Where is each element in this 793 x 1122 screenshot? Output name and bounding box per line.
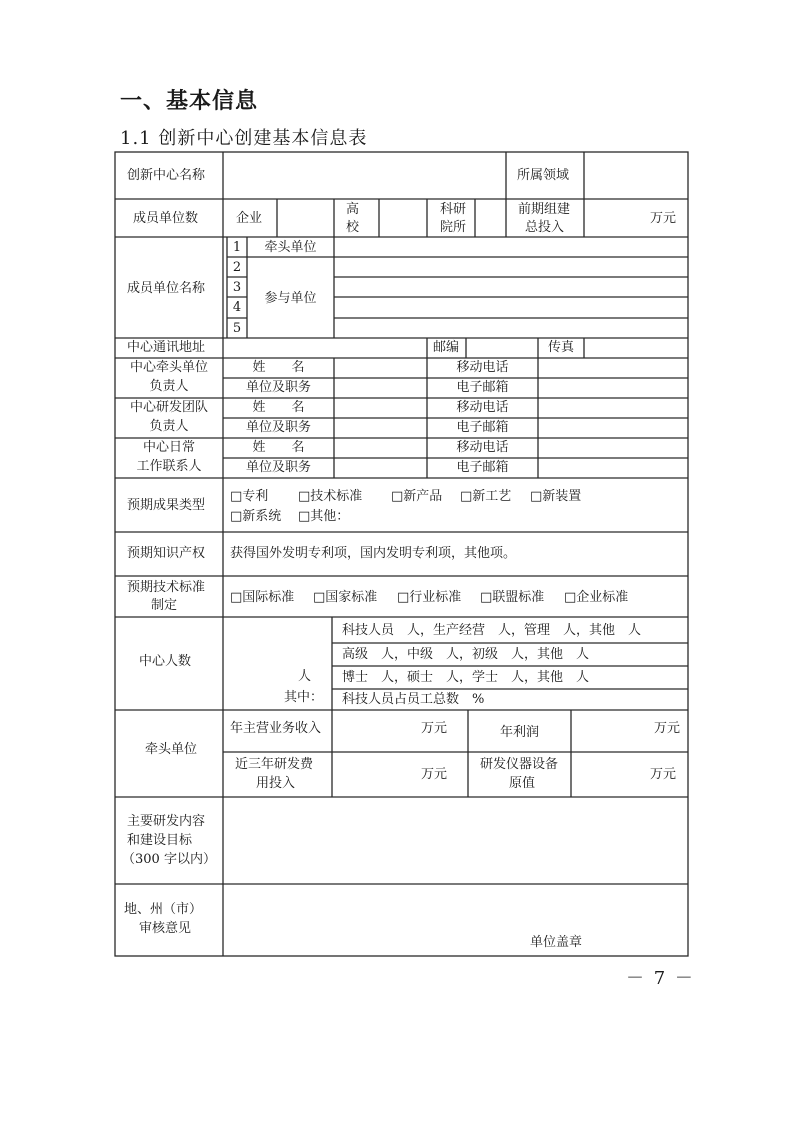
option-tech-standard[interactable]: □技术标准 — [298, 489, 363, 504]
option-new-product[interactable]: □新产品 — [391, 489, 443, 504]
staff-line-4: 科技人员占员工总数 % — [342, 692, 485, 707]
contact-2-name: 姓 名 — [252, 400, 305, 415]
address-label: 中心通讯地址 — [127, 340, 206, 355]
member-number-4: 4 — [232, 300, 242, 315]
table-title: 1.1 创新中心创建基本信息表 — [120, 128, 368, 149]
contact-1-name: 姓 名 — [252, 360, 305, 375]
enterprise-label: 企业 — [236, 211, 263, 226]
option-other[interactable]: □其他： — [298, 509, 350, 524]
equipment-label-2: 原值 — [509, 776, 536, 791]
participant-unit-label: 参与单位 — [264, 291, 317, 306]
contact-2-label-2: 负责人 — [149, 419, 189, 434]
revenue-unit: 万元 — [421, 721, 448, 736]
review-label-1: 地、州（市） — [124, 902, 203, 917]
outcome-label: 预期成果类型 — [127, 498, 206, 513]
option-intl-standard[interactable]: □国际标准 — [230, 590, 295, 605]
institute-label-1: 科研 — [440, 202, 467, 217]
profit-label: 年利润 — [500, 725, 540, 740]
contact-3-label-2: 工作联系人 — [136, 459, 202, 474]
standards-label-2: 制定 — [151, 598, 178, 613]
contact-3-email: 电子邮箱 — [456, 460, 509, 475]
option-new-system[interactable]: □新系统 — [230, 509, 282, 524]
contact-3-label-1: 中心日常 — [142, 440, 195, 455]
member-count-label: 成员单位数 — [133, 211, 199, 226]
member-number-3: 3 — [232, 280, 242, 295]
staff-line-2: 高级 人，中级 人，初级 人，其他 人 — [342, 647, 590, 662]
ip-label: 预期知识产权 — [127, 546, 206, 561]
revenue-label: 年主营业务收入 — [230, 721, 322, 736]
member-number-1: 1 — [232, 240, 242, 255]
staff-label: 中心人数 — [139, 654, 192, 669]
staff-among: 其中： — [284, 690, 324, 705]
lead-unit-label: 牵头单位 — [264, 240, 317, 255]
member-names-label: 成员单位名称 — [127, 281, 206, 296]
postcode-label: 邮编 — [433, 340, 460, 355]
ip-text: 获得国外发明专利项，国内发明专利项，其他项。 — [230, 546, 517, 561]
option-industry-standard[interactable]: □行业标准 — [397, 590, 462, 605]
rd-invest-label-2: 用投入 — [256, 776, 296, 791]
contact-1-position: 单位及职务 — [245, 380, 311, 395]
section-heading: 一、基本信息 — [120, 89, 259, 114]
contact-3-name: 姓 名 — [252, 440, 305, 455]
option-national-standard[interactable]: □国家标准 — [313, 590, 378, 605]
goals-label-3: （300 字以内） — [122, 852, 216, 867]
rd-invest-label-1: 近三年研发费 — [235, 757, 314, 772]
member-number-5: 5 — [232, 321, 242, 336]
option-patent[interactable]: □专利 — [230, 489, 269, 504]
equipment-unit: 万元 — [650, 767, 677, 782]
staff-line-1: 科技人员 人，生产经营 人，管理 人，其他 人 — [342, 623, 642, 638]
staff-line-3: 博士 人，硕士 人，学士 人，其他 人 — [342, 670, 590, 685]
review-label-2: 审核意见 — [139, 921, 192, 936]
profit-unit: 万元 — [654, 721, 681, 736]
university-label-2: 校 — [346, 220, 360, 235]
contact-3-mobile: 移动电话 — [456, 440, 509, 455]
goals-label-2: 和建设目标 — [127, 833, 193, 848]
option-enterprise-standard[interactable]: □企业标准 — [564, 590, 629, 605]
member-number-2: 2 — [232, 260, 242, 275]
option-new-device[interactable]: □新装置 — [530, 489, 582, 504]
seal-label: 单位盖章 — [530, 935, 583, 950]
equipment-label-1: 研发仪器设备 — [480, 757, 559, 772]
lead-unit-section-label: 牵头单位 — [145, 742, 198, 757]
rd-invest-unit: 万元 — [421, 767, 448, 782]
staff-person-unit: 人 — [298, 669, 312, 684]
contact-1-mobile: 移动电话 — [456, 360, 509, 375]
goals-label-1: 主要研发内容 — [127, 814, 206, 829]
university-label-1: 高 — [346, 202, 360, 217]
center-name-label: 创新中心名称 — [127, 168, 206, 183]
contact-2-position: 单位及职务 — [245, 420, 311, 435]
investment-unit: 万元 — [650, 211, 677, 226]
page-number: － 7 － — [626, 968, 695, 989]
standards-label-1: 预期技术标准 — [127, 580, 206, 595]
contact-2-label-1: 中心研发团队 — [129, 400, 208, 415]
option-alliance-standard[interactable]: □联盟标准 — [480, 590, 545, 605]
contact-1-label-2: 负责人 — [149, 379, 189, 394]
contact-1-label-1: 中心牵头单位 — [129, 360, 208, 375]
contact-1-email: 电子邮箱 — [456, 380, 509, 395]
contact-3-position: 单位及职务 — [245, 460, 311, 475]
institute-label-2: 院所 — [440, 220, 467, 235]
contact-2-email: 电子邮箱 — [456, 420, 509, 435]
investment-label-1: 前期组建 — [518, 202, 571, 217]
option-new-process[interactable]: □新工艺 — [460, 489, 512, 504]
investment-label-2: 总投入 — [525, 220, 565, 235]
fax-label: 传真 — [548, 340, 575, 355]
field-label: 所属领域 — [517, 168, 570, 183]
contact-2-mobile: 移动电话 — [456, 400, 509, 415]
